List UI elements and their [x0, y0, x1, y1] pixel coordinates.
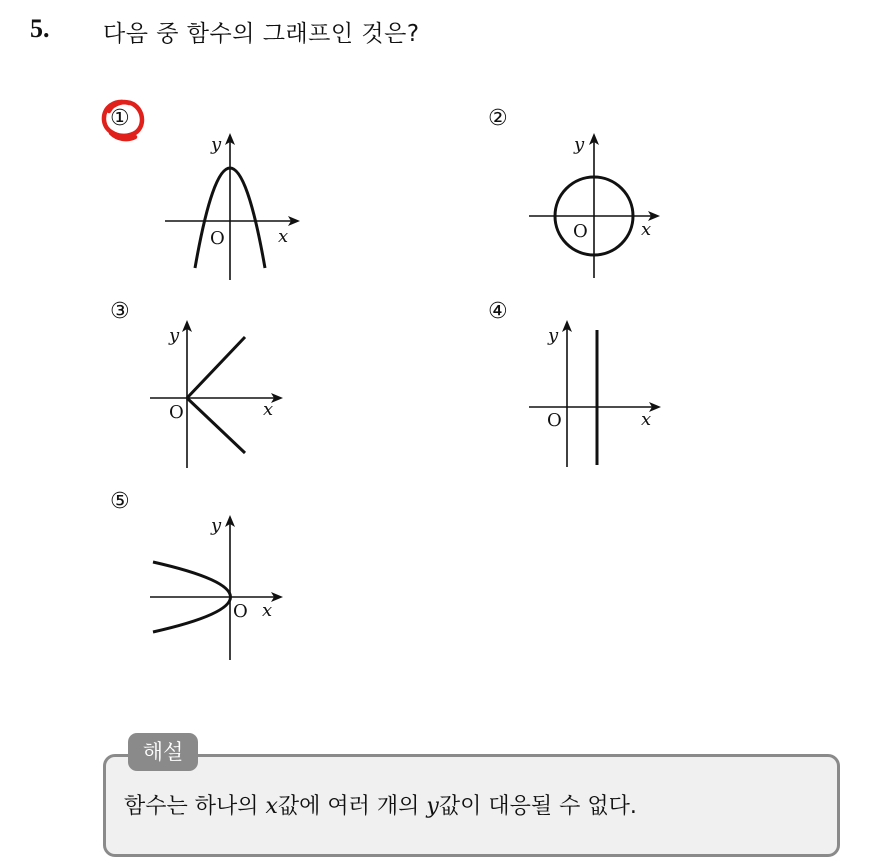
choice-5-label[interactable]: ⑤ [110, 489, 130, 514]
choice-4-label[interactable]: ④ [488, 299, 508, 324]
solution-part-2: 값에 여러 개의 [277, 794, 427, 819]
solution-part-1: 함수는 하나의 [124, 794, 266, 819]
solution-tag: 해설 [128, 733, 198, 771]
x-axis-label: x [278, 226, 289, 247]
x-axis-label: x [641, 219, 652, 240]
graph-choice-5 [148, 510, 293, 665]
origin-label: O [169, 402, 184, 423]
choice-1-label[interactable]: ① [110, 106, 130, 131]
x-axis-label: x [641, 409, 652, 430]
graph-choice-1 [160, 128, 305, 283]
graph-choice-2 [525, 128, 670, 283]
x-axis-label: x [262, 600, 273, 621]
solution-part-3: 값이 대응될 수 없다. [438, 794, 637, 819]
question-number: 5. [30, 14, 50, 43]
solution-text [124, 789, 637, 820]
y-axis-label: y [211, 134, 222, 155]
y-axis-label: y [211, 515, 222, 536]
graph-choice-4 [525, 315, 670, 475]
origin-label: O [547, 410, 562, 431]
y-axis-label: y [548, 325, 559, 346]
x-axis-label: x [263, 399, 274, 420]
graph-choice-3 [148, 315, 293, 475]
origin-label: O [233, 601, 248, 622]
origin-label: O [573, 221, 588, 242]
question-text: 다음 중 함수의 그래프인 것은? [103, 21, 420, 47]
solution-var-y: y [426, 794, 439, 819]
y-axis-label: y [169, 325, 180, 346]
origin-label: O [210, 228, 225, 249]
choice-2-label[interactable]: ② [488, 106, 508, 131]
solution-var-x: x [265, 794, 278, 819]
y-axis-label: y [574, 134, 585, 155]
choice-3-label[interactable]: ③ [110, 299, 130, 324]
